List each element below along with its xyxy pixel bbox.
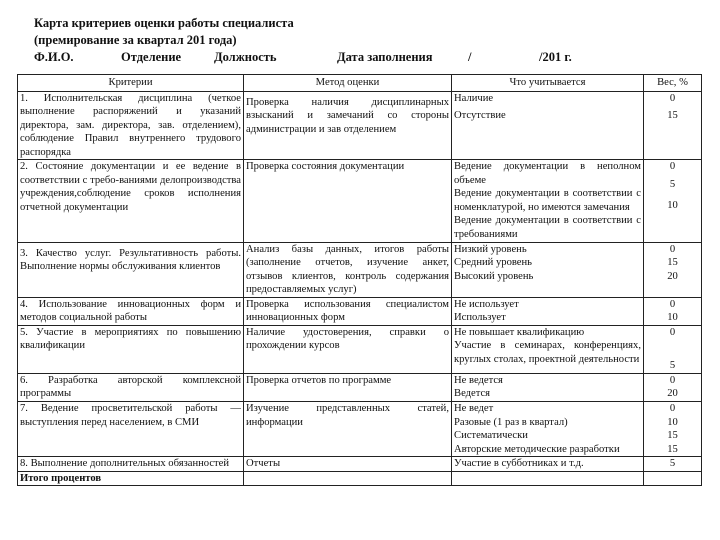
criterion-cell: 1. Исполнительская дисциплина (четкое выполнение распоряжений и указаний директора, зам. директора, зав. отделением), соблюдение Правил внутреннего трудового распорядка: [18, 91, 244, 160]
factor-item: Ведение документации в неполном объеме: [454, 161, 641, 186]
weight-value: 10: [667, 312, 678, 324]
weight-cell: [644, 457, 702, 472]
criterion-cell: 5. Участие в мероприятиях по повышению квалификации: [18, 325, 244, 373]
weight-value: 15: [667, 110, 678, 122]
criterion-cell: 3. Качество услуг. Результативность работы. Выполнение нормы обслуживания клиентов: [18, 242, 244, 297]
factors-cell: [452, 457, 644, 472]
weight-value: 0: [669, 243, 676, 255]
col-header-factors: Что учитывается: [452, 75, 644, 92]
department-label: Отделение: [121, 50, 182, 64]
criterion-cell: 6. Разработка авторской комплексной программы: [18, 373, 244, 401]
criterion-cell: 8. Выполнение дополнительных обязанностей: [18, 457, 244, 472]
col-header-weight: Вес, %: [644, 75, 702, 92]
total-label: Итого процентов: [18, 471, 244, 486]
weight-value: 0: [669, 92, 676, 104]
factors-cell: [452, 242, 644, 297]
table-row: [18, 325, 702, 373]
factor-item: Ведение документации в соответствии с требованиями: [454, 215, 641, 241]
method-cell: Наличие удостоверения, справки о прохождении курсов: [244, 325, 452, 373]
weight-cell: [644, 91, 702, 160]
weight-value: 0: [669, 298, 676, 310]
table-row: [18, 457, 702, 472]
factor-item: Ведется: [454, 388, 491, 400]
weight-value: 0: [669, 403, 676, 415]
weight-value: 0: [669, 161, 676, 173]
method-cell: Проверка использования специалистом инновационных форм: [244, 297, 452, 325]
method-cell: Изучение представленных статей, информации: [244, 402, 452, 457]
table-row: [18, 242, 702, 297]
factor-item: Высокий уровень: [454, 270, 534, 282]
weight-value: 5: [669, 458, 676, 470]
method-cell: Проверка отчетов по программе: [244, 373, 452, 401]
col-header-method: Метод оценки: [244, 75, 452, 92]
fill-date-label: Дата заполнения: [337, 50, 433, 64]
weight-value: 15: [667, 257, 678, 269]
position-label: Должность: [214, 50, 277, 64]
total-method-cell: [244, 471, 452, 486]
col-header-criteria: Критерии: [18, 75, 244, 92]
method-cell: Отчеты: [244, 457, 452, 472]
factor-item: Систематически: [454, 430, 528, 442]
factors-cell: [452, 402, 644, 457]
weight-value: 5: [669, 360, 676, 372]
factor-item: Использует: [454, 312, 506, 324]
table-header-row: [18, 75, 702, 92]
total-weight-cell: [644, 471, 702, 486]
criterion-cell: 7. Ведение просветительской работы — выступления перед населением, в СМИ: [18, 402, 244, 457]
weight-value: 15: [667, 443, 678, 455]
factor-item: Авторские методические разработки: [454, 443, 620, 455]
criterion-cell: 4. Использование инновационных форм и методов социальной работы: [18, 297, 244, 325]
page-title: Карта критериев оценки работы специалиста: [34, 16, 294, 30]
date-separator: /: [468, 50, 472, 64]
weight-value: 5: [669, 178, 676, 190]
factor-item: Средний уровень: [454, 257, 533, 269]
table-row: [18, 402, 702, 457]
weight-value: 10: [667, 416, 678, 428]
table-row: [18, 297, 702, 325]
factor-item: Наличие: [454, 92, 494, 104]
date-year: /201 г.: [539, 50, 572, 64]
table-row: [18, 373, 702, 401]
weight-cell: [644, 297, 702, 325]
factors-cell: [452, 373, 644, 401]
factor-item: Низкий уровень: [454, 243, 527, 255]
criteria-table: [17, 74, 702, 486]
factor-item: Отсутствие: [454, 110, 506, 122]
weight-value: 0: [669, 374, 676, 386]
weight-cell: [644, 242, 702, 297]
criterion-cell: 2. Состояние документации и ее ведение в соответствии с требо-ваниями делопроизводства учреждения,соблюдение сроков исполнения отчетной документации: [18, 160, 244, 242]
weight-value: 20: [667, 270, 678, 282]
method-cell: Проверка состояния документации: [244, 160, 452, 242]
fio-label: Ф.И.О.: [34, 50, 74, 64]
weight-value: 20: [667, 388, 678, 400]
weight-cell: [644, 325, 702, 373]
total-factors-cell: [452, 471, 644, 486]
factors-cell: [452, 297, 644, 325]
header-fields-line: [34, 50, 674, 66]
factor-item: Участие в субботниках и т.д.: [454, 458, 584, 470]
factor-item: Не использует: [454, 298, 519, 310]
factor-item: Не ведет: [454, 403, 494, 415]
weight-value: 0: [669, 326, 676, 338]
factors-cell: [452, 91, 644, 160]
factor-item: Не ведется: [454, 374, 503, 386]
factors-cell: [452, 325, 644, 373]
weight-value: 15: [667, 430, 678, 442]
factor-item: Разовые (1 раз в квартал): [454, 416, 568, 428]
page-subtitle: (премирование за квартал 201 года): [34, 33, 237, 47]
weight-cell: [644, 160, 702, 242]
table-row: [18, 91, 702, 160]
weight-value: 10: [667, 200, 678, 212]
total-row: [18, 471, 702, 486]
method-cell: Анализ базы данных, итогов работы (заполнение отчетов, изучение анкет, отзывов клиентов, контроль содержания предоставляемых услуг): [244, 242, 452, 297]
weight-cell: [644, 402, 702, 457]
factor-item: Участие в семинарах, конференциях, круглых столах, проектной деятельности: [454, 340, 641, 365]
table-row: [18, 160, 702, 242]
method-cell: Проверка наличия дисциплинарных взысканий и замечаний со стороны администрации и зав отделением: [244, 91, 452, 160]
factor-item: Не повышает квалификацию: [454, 326, 585, 338]
factor-item: Ведение документации в соответствии с номенклатурой, но имеются замечания: [454, 188, 641, 213]
weight-cell: [644, 373, 702, 401]
factors-cell: [452, 160, 644, 242]
